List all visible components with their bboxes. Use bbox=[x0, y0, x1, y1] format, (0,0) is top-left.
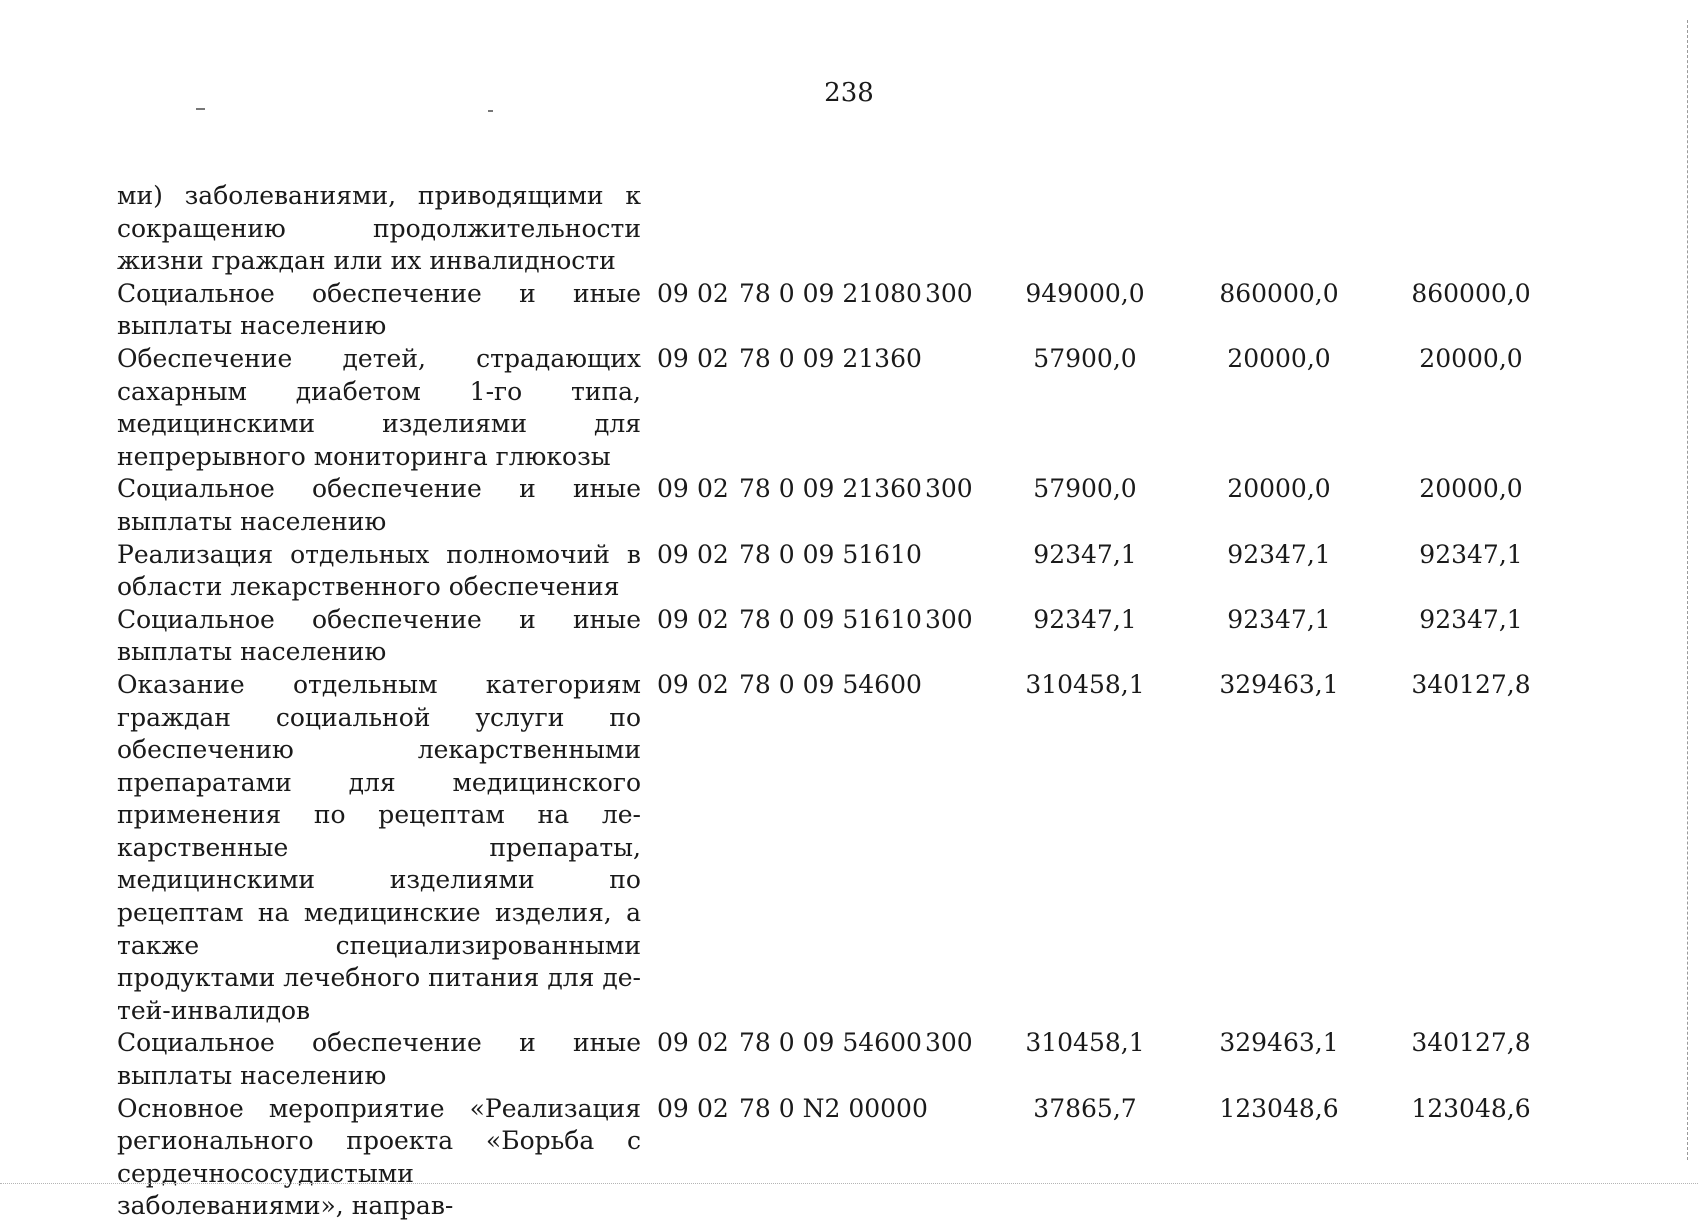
row-name: Основное мероприятие «Реализация регионального проекта «Борьба с сердечнососудистыми заболеваниями», направ- bbox=[117, 1093, 641, 1221]
row-section: 09 bbox=[657, 1028, 689, 1058]
row-amount-year1: 57900,0 bbox=[1033, 343, 1137, 373]
row-name: Обеспечение детей, страдающих сахарным диабетом 1-го типа, медицинскими изделиями для непрерывного мониторинга глюкозы bbox=[117, 343, 641, 471]
row-subsection: 02 bbox=[697, 669, 729, 699]
table-row bbox=[117, 1093, 1567, 1223]
row-amount-year3: 92347,1 bbox=[1419, 539, 1523, 569]
row-subsection: 02 bbox=[697, 604, 729, 634]
row-amount-year3: 123048,6 bbox=[1411, 1093, 1531, 1123]
row-amount-year3: 860000,0 bbox=[1411, 278, 1531, 308]
row-name: Социальное обеспечение и иные выплаты населению bbox=[117, 474, 641, 536]
row-target-article: 78 0 N2 00000 bbox=[739, 1093, 928, 1123]
table-row bbox=[117, 473, 1567, 538]
row-expense-type bbox=[921, 669, 987, 1028]
row-target-article: 78 0 09 51610 bbox=[739, 539, 922, 569]
row-target-article: 78 0 09 51610 bbox=[739, 604, 922, 634]
row-section: 09 bbox=[657, 539, 689, 569]
row-amount-year3: 20000,0 bbox=[1419, 343, 1523, 373]
row-amount-year1: 310458,1 bbox=[1025, 1028, 1145, 1058]
table-row bbox=[117, 278, 1567, 343]
table-row bbox=[117, 604, 1567, 669]
table-row bbox=[117, 343, 1567, 473]
table-row bbox=[117, 180, 1567, 278]
table-row bbox=[117, 669, 1567, 1028]
row-amount-year2: 92347,1 bbox=[1227, 604, 1331, 634]
row-amount-year1: 57900,0 bbox=[1033, 474, 1137, 504]
row-subsection: 02 bbox=[697, 539, 729, 569]
row-amount-year2: 123048,6 bbox=[1219, 1093, 1339, 1123]
row-target-article: 78 0 09 21360 bbox=[739, 474, 922, 504]
budget-table bbox=[117, 180, 1567, 1223]
row-name: ми) заболеваниями, приводящими к сокращению продолжительности жизни граждан или их инвалидности bbox=[117, 181, 641, 276]
row-target-article: 78 0 09 54600 bbox=[739, 669, 922, 699]
row-subsection: 02 bbox=[697, 1028, 729, 1058]
row-expense-type bbox=[921, 180, 987, 278]
row-subsection: 02 bbox=[697, 1093, 729, 1123]
row-name: Реализация отдельных полномочий в области лекарственного обеспечения bbox=[117, 539, 641, 602]
row-amount-year2: 20000,0 bbox=[1227, 343, 1331, 373]
row-expense-type bbox=[921, 343, 987, 473]
row-target-article: 78 0 09 54600 bbox=[739, 1028, 922, 1058]
row-amount-year1 bbox=[987, 180, 1183, 278]
row-section bbox=[649, 180, 697, 278]
scan-speck bbox=[488, 110, 493, 112]
row-target-article: 78 0 09 21360 bbox=[739, 343, 922, 373]
row-target-article: 78 0 09 21080 bbox=[739, 278, 922, 308]
row-subsection: 02 bbox=[697, 278, 729, 308]
row-name: Оказание отдельным категориям граждан социальной услуги по обеспечению лекарственными препаратами для медицинского применения по рецептам на лекарственные препараты, медицинскими изделиями по рецептам на медицинские изделия, а также специализированными продуктами лечебного питания для детей-инвалидов bbox=[117, 669, 641, 1025]
row-expense-type bbox=[921, 1093, 987, 1223]
row-amount-year2: 329463,1 bbox=[1219, 669, 1339, 699]
row-amount-year2: 20000,0 bbox=[1227, 474, 1331, 504]
row-amount-year3 bbox=[1375, 180, 1567, 278]
row-expense-type: 300 bbox=[925, 474, 973, 504]
row-expense-type: 300 bbox=[925, 1028, 973, 1058]
row-amount-year3: 92347,1 bbox=[1419, 604, 1523, 634]
page-number: 238 bbox=[824, 78, 874, 108]
row-amount-year1: 92347,1 bbox=[1033, 539, 1137, 569]
row-amount-year1: 949000,0 bbox=[1025, 278, 1145, 308]
row-section: 09 bbox=[657, 343, 689, 373]
row-expense-type: 300 bbox=[925, 278, 973, 308]
table-row bbox=[117, 539, 1567, 604]
row-amount-year2: 329463,1 bbox=[1219, 1028, 1339, 1058]
row-name: Социальное обеспечение и иные выплаты населению bbox=[117, 1028, 641, 1091]
row-amount-year2: 860000,0 bbox=[1219, 278, 1339, 308]
scan-edge-marks bbox=[1685, 20, 1688, 1160]
row-subsection: 02 bbox=[697, 474, 729, 504]
scan-bottom-edge bbox=[0, 1183, 1698, 1184]
row-amount-year3: 20000,0 bbox=[1419, 474, 1523, 504]
row-section: 09 bbox=[657, 669, 689, 699]
scan-speck bbox=[196, 108, 205, 110]
row-section: 09 bbox=[657, 604, 689, 634]
row-section: 09 bbox=[657, 278, 689, 308]
row-amount-year1: 92347,1 bbox=[1033, 604, 1137, 634]
row-target-article bbox=[739, 180, 921, 278]
table-row bbox=[117, 1027, 1567, 1092]
row-name: Социальное обеспечение и иные выплаты населению bbox=[117, 604, 641, 667]
row-amount-year3: 340127,8 bbox=[1411, 669, 1531, 699]
row-subsection bbox=[697, 180, 739, 278]
row-expense-type bbox=[921, 539, 987, 604]
row-amount-year1: 310458,1 bbox=[1025, 669, 1145, 699]
row-amount-year3: 340127,8 bbox=[1411, 1028, 1531, 1058]
row-subsection: 02 bbox=[697, 343, 729, 373]
row-section: 09 bbox=[657, 1093, 689, 1123]
row-amount-year2 bbox=[1183, 180, 1375, 278]
row-section: 09 bbox=[657, 474, 689, 504]
row-amount-year1: 37865,7 bbox=[1033, 1093, 1137, 1123]
row-name: Социальное обеспечение и иные выплаты населению bbox=[117, 278, 641, 341]
row-amount-year2: 92347,1 bbox=[1227, 539, 1331, 569]
row-expense-type: 300 bbox=[925, 604, 973, 634]
